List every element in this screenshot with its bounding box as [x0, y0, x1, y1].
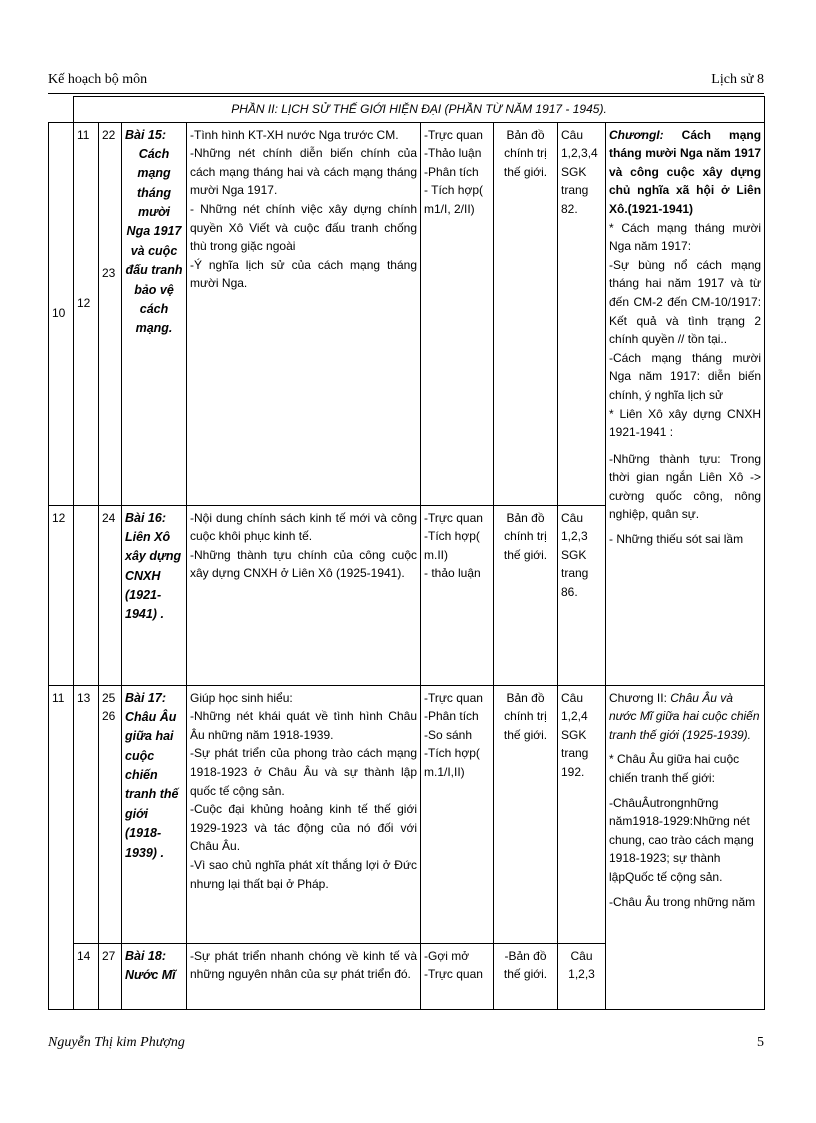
period-cell — [74, 505, 99, 685]
lesson-number-cell: 24 — [99, 505, 122, 685]
method-cell: -Trực quan -Thảo luận -Phân tích - Tích hợp( m1/I, 2/II) — [421, 122, 494, 505]
header-left: Kế hoạch bộ môn — [48, 72, 148, 87]
method-cell: -Trực quan -Tích hợp( m.II) - thảo luận — [421, 505, 494, 685]
footer-author: Nguyễn Thị kim Phượng — [48, 1035, 185, 1050]
week-cell: 11 — [49, 685, 74, 1009]
material-cell: -Bản đồ thế giới. — [494, 943, 558, 1009]
lesson-plan-table — [48, 96, 765, 1010]
chapter-summary-cell-2: Chương II: Châu Âu và nước Mĩ giữa hai cuộc chiến tranh thế giới (1925-1939). * Châu Âu giữa hai cuộc chiến tranh thế giới: -ChâuÂutrongnhững năm1918-1929:Những nét chung, cao trào cách mạng 1918-1923; sự thành lậpQuốc tế cộng sản. -Châu Âu trong những năm — [606, 685, 765, 1009]
material-cell: Bản đồ chính trị thế giới. — [494, 122, 558, 505]
exercise-cell: Câu 1,2,3 — [558, 943, 606, 1009]
method-cell: -Trực quan -Phân tích -So sánh -Tích hợp( m.1/I,II) — [421, 685, 494, 943]
lesson-number-cell: 27 — [99, 943, 122, 1009]
page-number: 5 — [757, 1035, 764, 1050]
period-cell: 14 — [74, 943, 99, 1009]
lesson-title-cell: Bài 15: Cách mạng tháng mười Nga 1917 và cuộc đấu tranh bảo vệ cách mạng. — [122, 122, 187, 505]
week-cell: 10 — [49, 122, 74, 505]
content-cell: -Tình hình KT-XH nước Nga trước CM. -Những nét chính diễn biến chính của cách mạng tháng hai và cách mạng tháng mười Nga 1917. - Những nét chính việc xây dựng chính quyền Xô Viết và cuộc đấu tranh chống thù trong giặc ngoài -Ý nghĩa lịch sử của cách mạng tháng mười Nga. — [187, 122, 421, 505]
header-divider — [48, 93, 764, 94]
table-row — [49, 685, 765, 943]
table-row — [49, 122, 765, 505]
content-cell: -Nội dung chính sách kinh tế mới và công cuộc khôi phục kinh tế. -Những thành tựu chính của công cuộc xây dựng CNXH ở Liên Xô (1925-1941). — [187, 505, 421, 685]
method-cell: -Gợi mở -Trực quan — [421, 943, 494, 1009]
lesson-title-cell: Bài 16: Liên Xô xây dựng CNXH (1921-1941) . — [122, 505, 187, 685]
lesson-title-cell: Bài 18: Nước Mĩ — [122, 943, 187, 1009]
period-cell: 11 12 — [74, 122, 99, 505]
header-right: Lịch sử 8 — [711, 72, 764, 87]
content-cell: -Sự phát triển nhanh chóng về kinh tế và những nguyên nhân của sự phát triển đó. — [187, 943, 421, 1009]
material-cell: Bản đồ chính trị thế giới. — [494, 505, 558, 685]
content-cell: Giúp học sinh hiểu: -Những nét khái quát về tình hình Châu Âu những năm 1918-1939. -Sự phát triển của phong trào cách mạng 1918-1923 ở Châu Âu và sự thành lập quốc tế cộng sản. -Cuộc đại khủng hoảng kinh tế thế giới 1929-1923 và tác động của nó đối với Châu Âu. -Vì sao chủ nghĩa phát xít thắng lợi ở Đức nhưng lại thất bại ở Pháp. — [187, 685, 421, 943]
week-cell: 12 — [49, 505, 74, 685]
exercise-cell: Câu 1,2,3 SGK trang 86. — [558, 505, 606, 685]
period-cell: 13 — [74, 685, 99, 943]
lesson-number-cell: 22 23 — [99, 122, 122, 505]
lesson-number-cell: 25 26 — [99, 685, 122, 943]
exercise-cell: Câu 1,2,3,4 SGK trang 82. — [558, 122, 606, 505]
chapter-summary-cell-1: ChươngI: Cách mạng tháng mười Nga năm 1917 và công cuộc xây dựng chủ nghĩa xã hội ở Liên Xô.(1921-1941) * Cách mạng tháng mười Nga năm 1917: -Sự bùng nổ cách mạng tháng hai năm 1917 và từ đến CM-2 đến CM-10/1917: Kết quả và tình trạng 2 chính quyền // tồn tại.. -Cách mạng tháng mười Nga năm 1917: diễn biến chính, ý nghĩa lịch sử * Liên Xô xây dựng CNXH 1921-1941 : -Những thành tựu: Trong thời gian ngắn Liên Xô -> cường quốc công, nông nghiệp, quân sự. - Những thiếu sót sai lầm — [606, 122, 765, 685]
lesson-title-cell: Bài 17: Châu Âu giữa hai cuộc chiến tranh thế giới (1918-1939) . — [122, 685, 187, 943]
section-title: PHẦN II: LỊCH SỬ THẾ GIỚI HIỆN ĐẠI (PHẦN TỪ NĂM 1917 - 1945). — [74, 97, 765, 123]
material-cell: Bản đồ chính trị thế giới. — [494, 685, 558, 943]
exercise-cell: Câu 1,2,4 SGK trang 192. — [558, 685, 606, 943]
